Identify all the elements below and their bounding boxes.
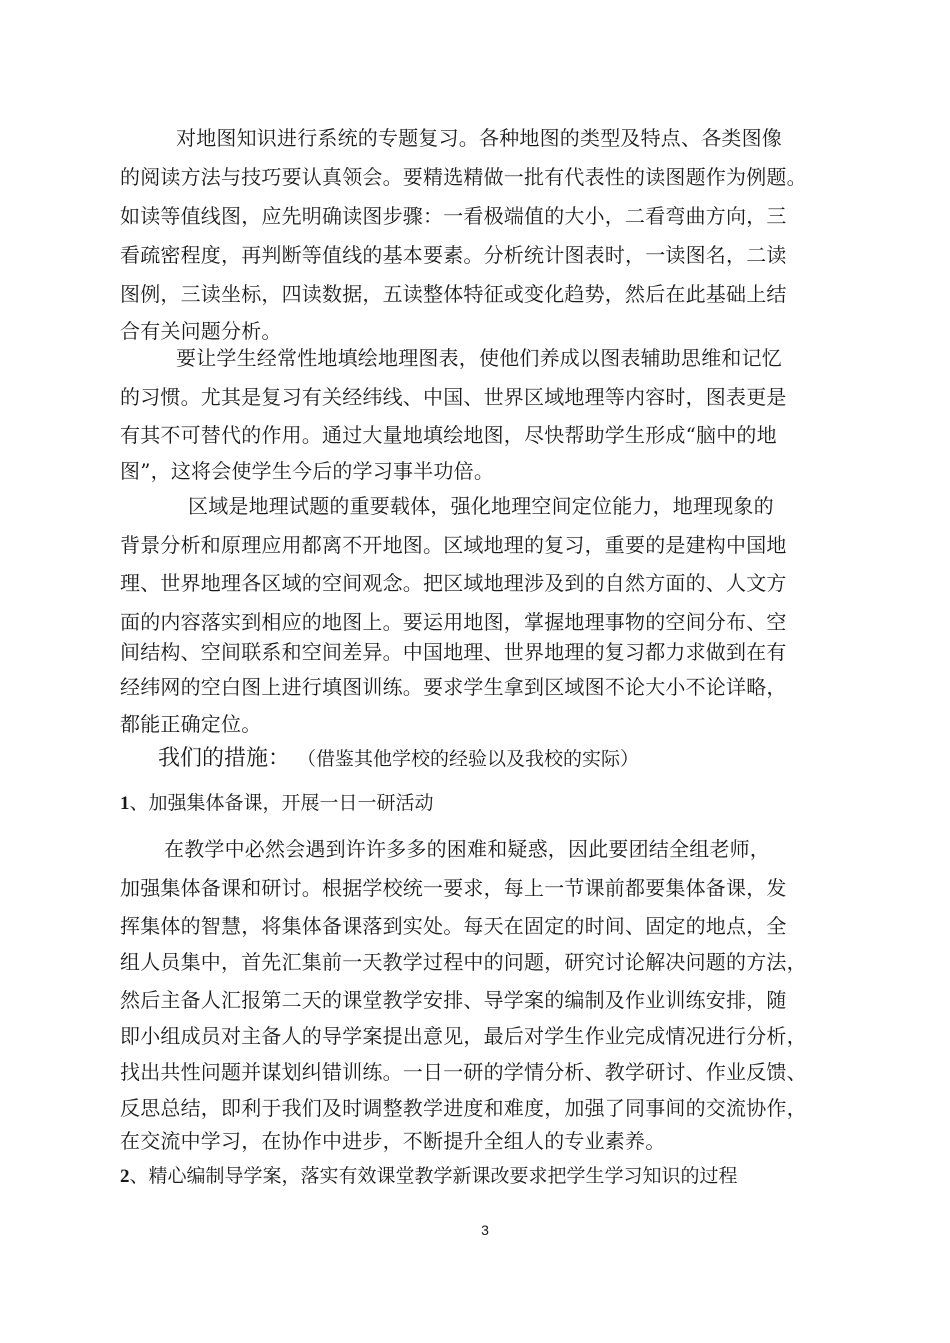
section1-line-5: 图例，三读坐标，四读数据，五读整体特征或变化趋势，然后在此基础上结	[120, 282, 787, 306]
item1-line-3: 挥集体的智慧，将集体备课落到实处。每天在固定的时间、固定的地点，全	[120, 914, 787, 938]
item1-line-9: 在交流中学习，在协作中进步，不断提升全组人的专业素养。	[120, 1129, 666, 1153]
item1-line-4: 组人员集中，首先汇集前一天教学过程中的问题，研究讨论解决问题的方法，	[120, 950, 807, 974]
item1-title: 、加强集体备课，开展一日一研活动	[129, 792, 434, 814]
section3-line-4: 面的内容落实到相应的地图上。要运用地图，掌握地理事物的空间分布、空	[120, 610, 787, 634]
measures-heading	[158, 743, 639, 775]
section2-line-1: 要让学生经常性地填绘地理图表，使他们养成以图表辅助思维和记忆	[176, 346, 782, 370]
section2-line-4: 图”，这将会使学生今后的学习事半功倍。	[120, 459, 495, 483]
section3-line-1: 区域是地理试题的重要载体，强化地理空间定位能力，地理现象的	[188, 494, 774, 518]
section2-line-3: 有其不可替代的作用。通过大量地填绘地图，尽快帮助学生形成“脑中的地	[120, 423, 777, 447]
section1-line-6: 合有关问题分析。	[120, 319, 282, 343]
item1-line-7: 找出共性问题并谋划纠错训练。一日一研的学情分析、教学研讨、作业反馈、	[120, 1060, 807, 1084]
item1-line-2: 加强集体备课和研讨。根据学校统一要求，每上一节课前都要集体备课，发	[120, 876, 787, 900]
item1-line-8: 反思总结，即利于我们及时调整教学进度和难度，加强了同事间的交流协作，	[120, 1096, 807, 1120]
section3-line-7: 都能正确定位。	[120, 712, 262, 736]
section2-line-2: 的习惯。尤其是复习有关经纬线、中国、世界区域地理等内容时，图表更是	[120, 385, 787, 409]
section1-line-2: 的阅读方法与技巧要认真领会。要精选精做一批有代表性的读图题作为例题。	[120, 165, 807, 189]
measures-note: （借鉴其他学校的经验以及我校的实际）	[297, 748, 640, 770]
item2-number: 2	[120, 1166, 130, 1187]
section3-line-5: 间结构、空间联系和空间差异。中国地理、世界地理的复习都力求做到在有	[120, 640, 787, 664]
item1-line-6: 即小组成员对主备人的导学案提出意见，最后对学生作业完成情况进行分析，	[120, 1024, 807, 1048]
item2-title: 、精心编制导学案，落实有效课堂教学新课改要求把学生学习知识的过程	[129, 1165, 738, 1187]
item1-heading	[120, 789, 434, 818]
item1-line-5: 然后主备人汇报第二天的课堂教学安排、导学案的编制及作业训练安排，随	[120, 988, 787, 1012]
item1-number: 1	[120, 793, 130, 814]
section3-line-2: 背景分析和原理应用都离不开地图。区域地理的复习，重要的是建构中国地	[120, 533, 787, 557]
measures-title: 我们的措施：	[158, 746, 291, 771]
section1-line-1: 对地图知识进行系统的专题复习。各种地图的类型及特点、各类图像	[176, 126, 782, 150]
item1-line-1: 在教学中必然会遇到许许多多的困难和疑惑，因此要团结全组老师，	[164, 837, 770, 861]
item2-heading	[120, 1162, 738, 1191]
section3-line-6: 经纬网的空白图上进行填图训练。要求学生拿到区域图不论大小不论详略，	[120, 675, 787, 699]
section3-line-3: 理、世界地理各区域的空间观念。把区域地理涉及到的自然方面的、人文方	[120, 571, 787, 595]
section1-line-4: 看疏密程度，再判断等值线的基本要素。分析统计图表时，一读图名，二读	[120, 243, 787, 267]
page-number: 3	[481, 1222, 489, 1238]
section1-line-3: 如读等值线图，应先明确读图步骤：一看极端值的大小，二看弯曲方向，三	[120, 204, 787, 228]
